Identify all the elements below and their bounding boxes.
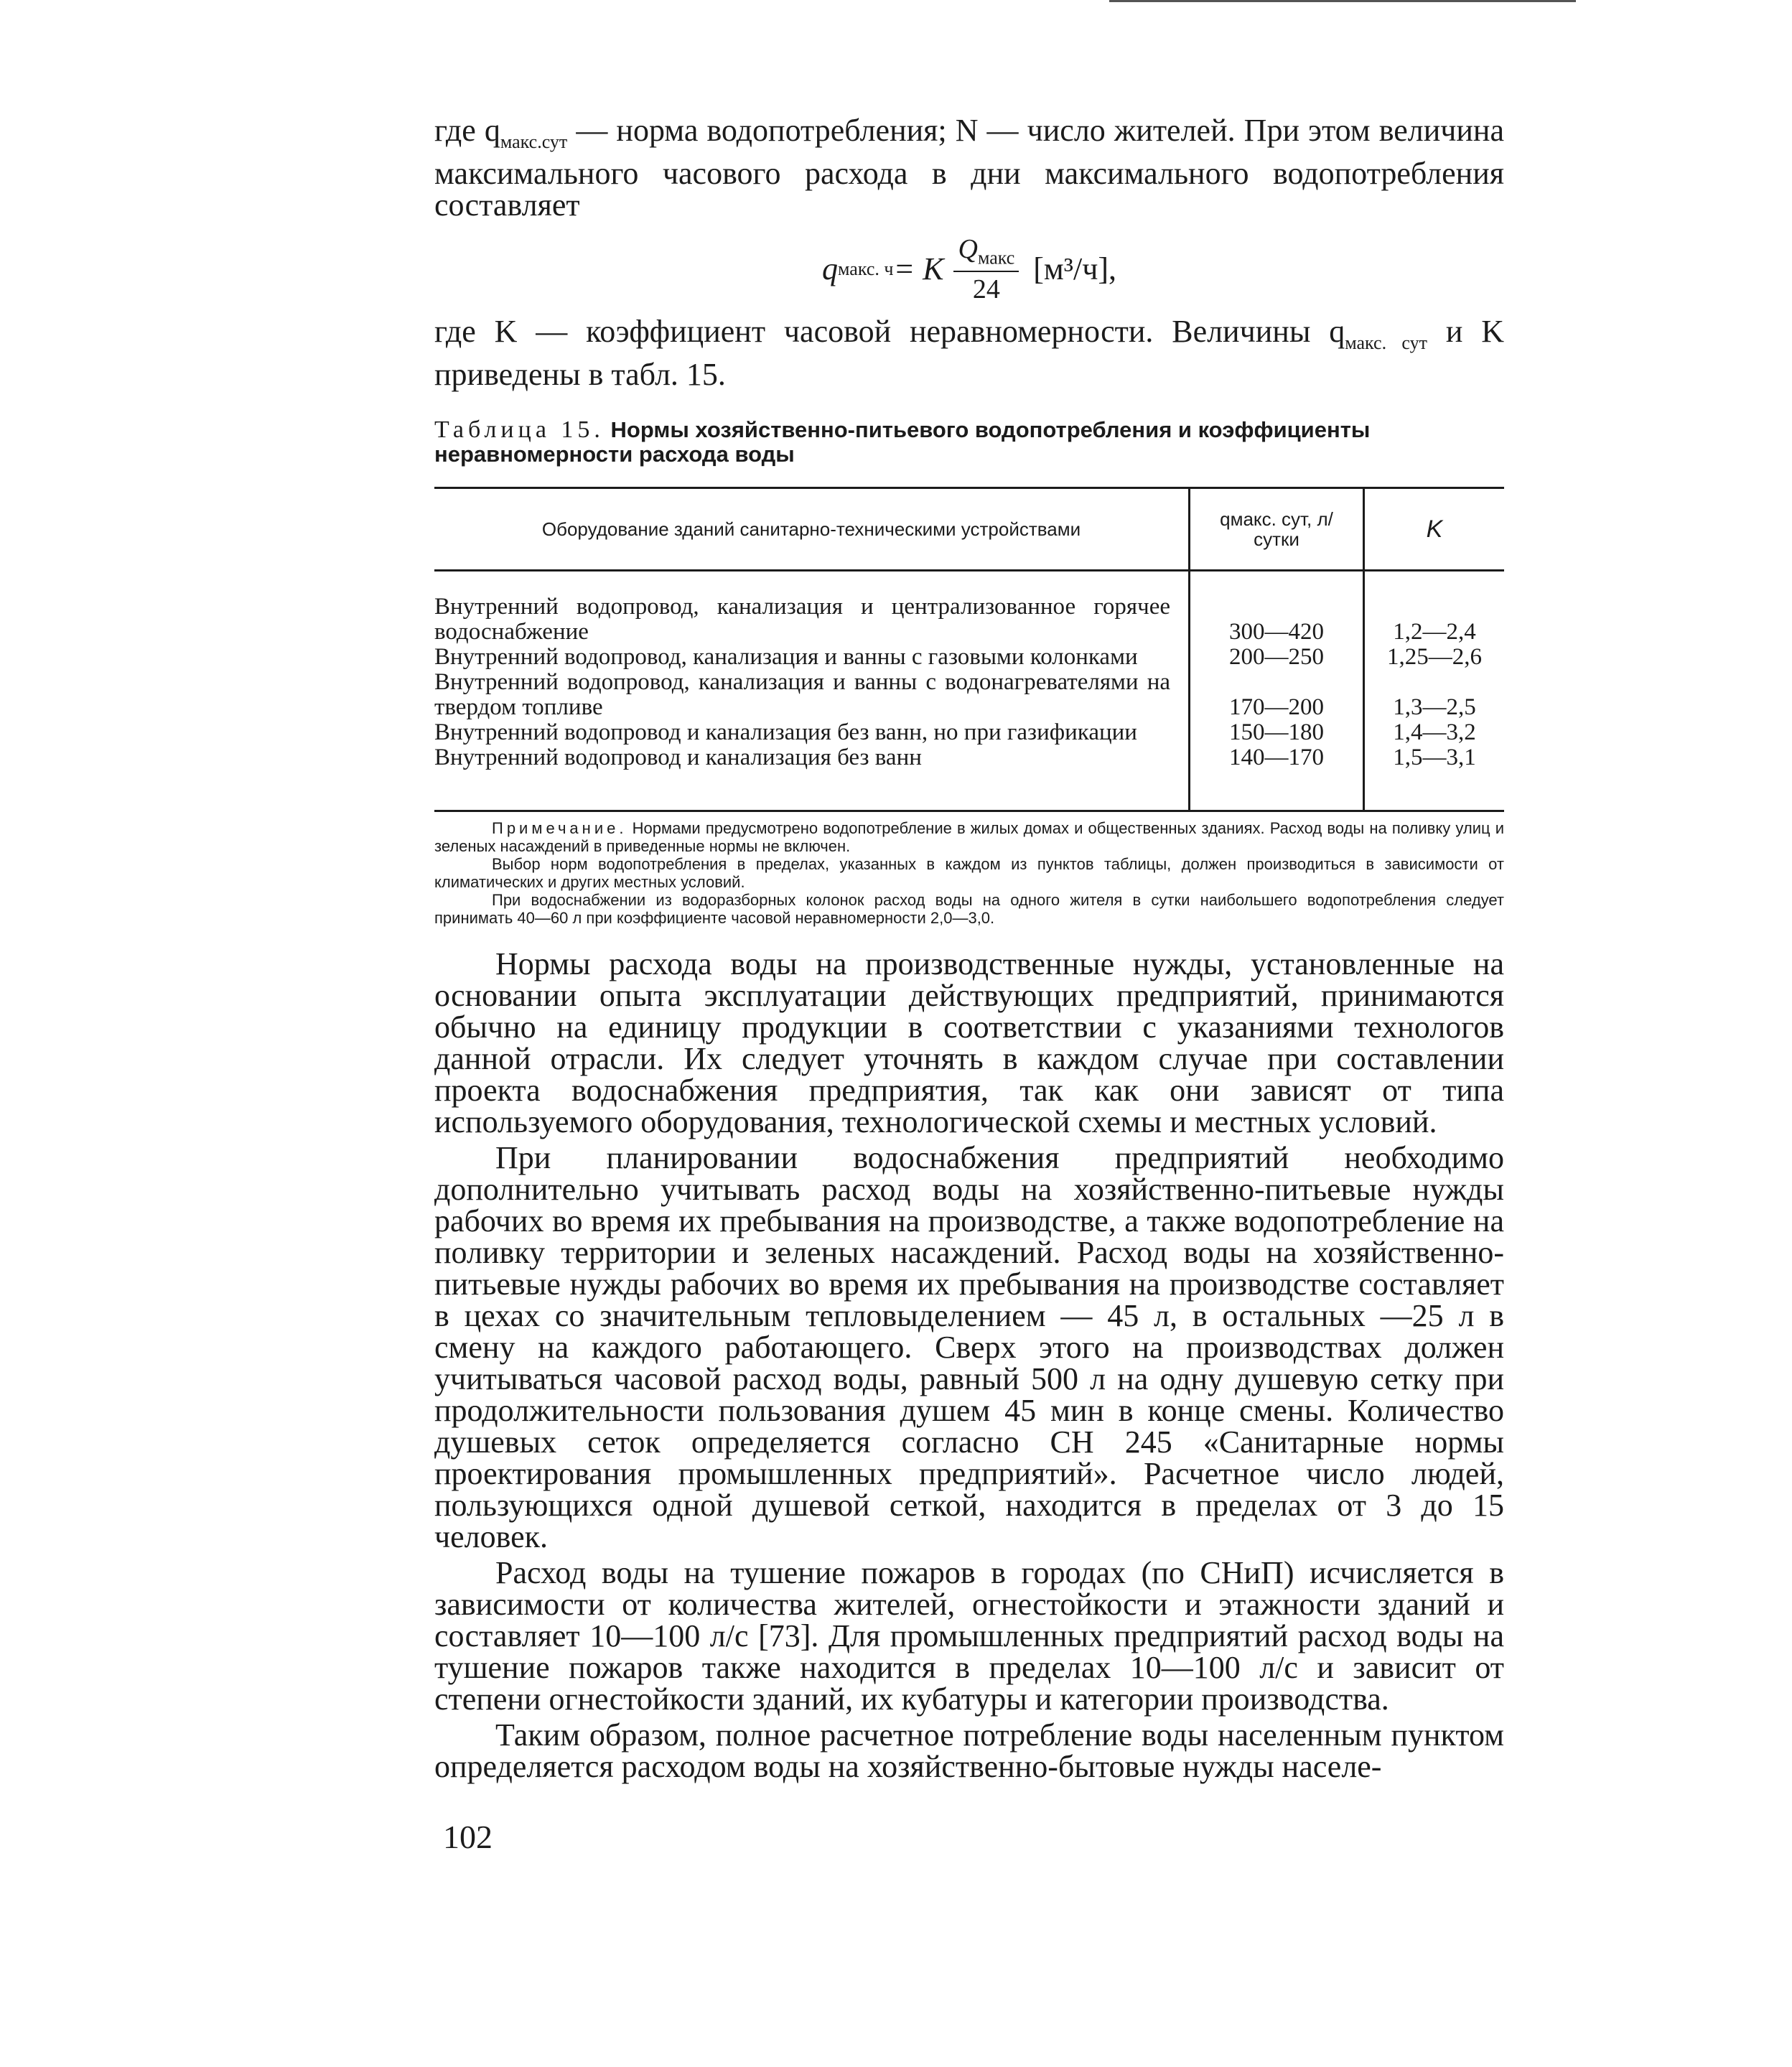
page-number: 102 — [443, 1819, 493, 1855]
header-equipment: Оборудование зданий санитарно-техническими устройствами — [434, 487, 1190, 570]
header-k: K — [1364, 487, 1505, 570]
body-paragraph: Нормы расхода воды на производственные нужды, установленные на основании опыта эксплуатации действующих предприятий, принимаются обычно на единицу продукции в соответствии с указаниями технологов данной отрасли. Их следует уточнять в каждом случае при составлении проекта водоснабжения предприятия, так как они зависят от типа используемого оборудования, технологической схемы и местных условий. — [434, 946, 1504, 1139]
coefficient-paragraph: где K — коэффициент часовой неравномерности. Величины $q_{макс. сут}$ и K приведены в табл. 15. — [434, 313, 1504, 392]
table-row: Внутренний водопровод и канализация без ванн, но при газификации 150—180 1,4—3,2 — [434, 720, 1504, 745]
table-row: Внутренний водопровод и канализация без ванн 140—170 1,5—3,1 — [434, 745, 1504, 811]
intro-paragraph: где $q_{макс.сут}$ — норма водопотребления; N — число жителей. При этом величина максимального часового расхода в дни максимального водопотребления составляет — [434, 113, 1505, 223]
header-q: qмакс. сут, л/сутки — [1190, 487, 1364, 570]
table-caption: Таблица 15. Нормы хозяйственно-питьевого водопотребления и коэффициенты неравномерности расхода воды — [434, 416, 1371, 467]
body-paragraph: Таким образом, полное расчетное потребление воды населенным пунктом определяется расходом воды на хозяйственно-бытовые нужды населе- — [434, 1717, 1504, 1784]
table-header-row — [434, 487, 1504, 570]
body-paragraph: При планировании водоснабжения предприятий необходимо дополнительно учитывать расход воды на хозяйственно-питьевые нужды рабочих во время их пребывания на производстве, а также водопотребление на поливку территории и зеленых насаждений. Расход воды на хозяйственно-питьевые нужды рабочих во время их пребывания на производстве составляет в цехах со значительным тепловыделением — 45 л, в остальных —25 л в смену на каждого работающего. Сверх этого на производствах должен учитываться часовой расход воды, равный 500 л на одну душевую сетку при продолжительности пользования душем 45 мин в конце смены. Количество душевых сеток определяется согласно СН 245 «Санитарные нормы проектирования промышленных предприятий». Расчетное число людей, пользующихся одной душевой сеткой, находится в пределах от 3 до 15 человек. — [434, 1139, 1504, 1554]
table-row: Внутренний водопровод, канализация и ванны с водонагревателями на твердом топливе 170—200 1,3—2,5 — [434, 670, 1504, 720]
note-paragraph: Примечание. Нормами предусмотрено водопотребление в жилых домах и общественных зданиях. Расход воды на поливку улиц и зеленых насаждений в приведенные нормы не включен. — [434, 818, 1504, 855]
table-note — [434, 819, 1504, 927]
formula-fraction: $\frac{Q_{макс}}{24}$ — [953, 233, 1019, 305]
water-norms-table — [434, 487, 1504, 812]
table-row: Внутренний водопровод, канализация и ванны с газовыми колонками 200—250 1,25—2,6 — [434, 645, 1504, 670]
hourly-flow-formula: q макс. ч = K $\frac{Q_{макс}}{24}$ [м³/ч], — [822, 234, 1116, 304]
table-row: Внутренний водопровод, канализация и централизованное горячее водоснабжение 300—420 1,2—2,4 — [434, 570, 1504, 645]
note-paragraph: Выбор норм водопотребления в пределах, указанных в каждом из пунктов таблицы, должен производиться в зависимости от климатических и других местных условий. — [434, 854, 1504, 891]
body-text — [434, 948, 1504, 1783]
top-rule — [1109, 0, 1576, 2]
page-content — [434, 115, 1504, 1787]
note-paragraph: При водоснабжении из водоразборных колонок расход воды на одного жителя в сутки наибольшего водопотребления следует принимать 40—60 л при коэффициенте часовой неравномерности 2,0—3,0. — [434, 890, 1504, 927]
body-paragraph: Расход воды на тушение пожаров в городах (по СНиП) исчисляется в зависимости от количества жителей, огнестойкости и этажности зданий и составляет 10—100 л/с [73]. Для промышленных предприятий расход воды на тушение пожаров также находится в пределах 10—100 л/с и зависит от степени огнестойкости зданий, их кубатуры и категории производства. — [434, 1554, 1504, 1717]
